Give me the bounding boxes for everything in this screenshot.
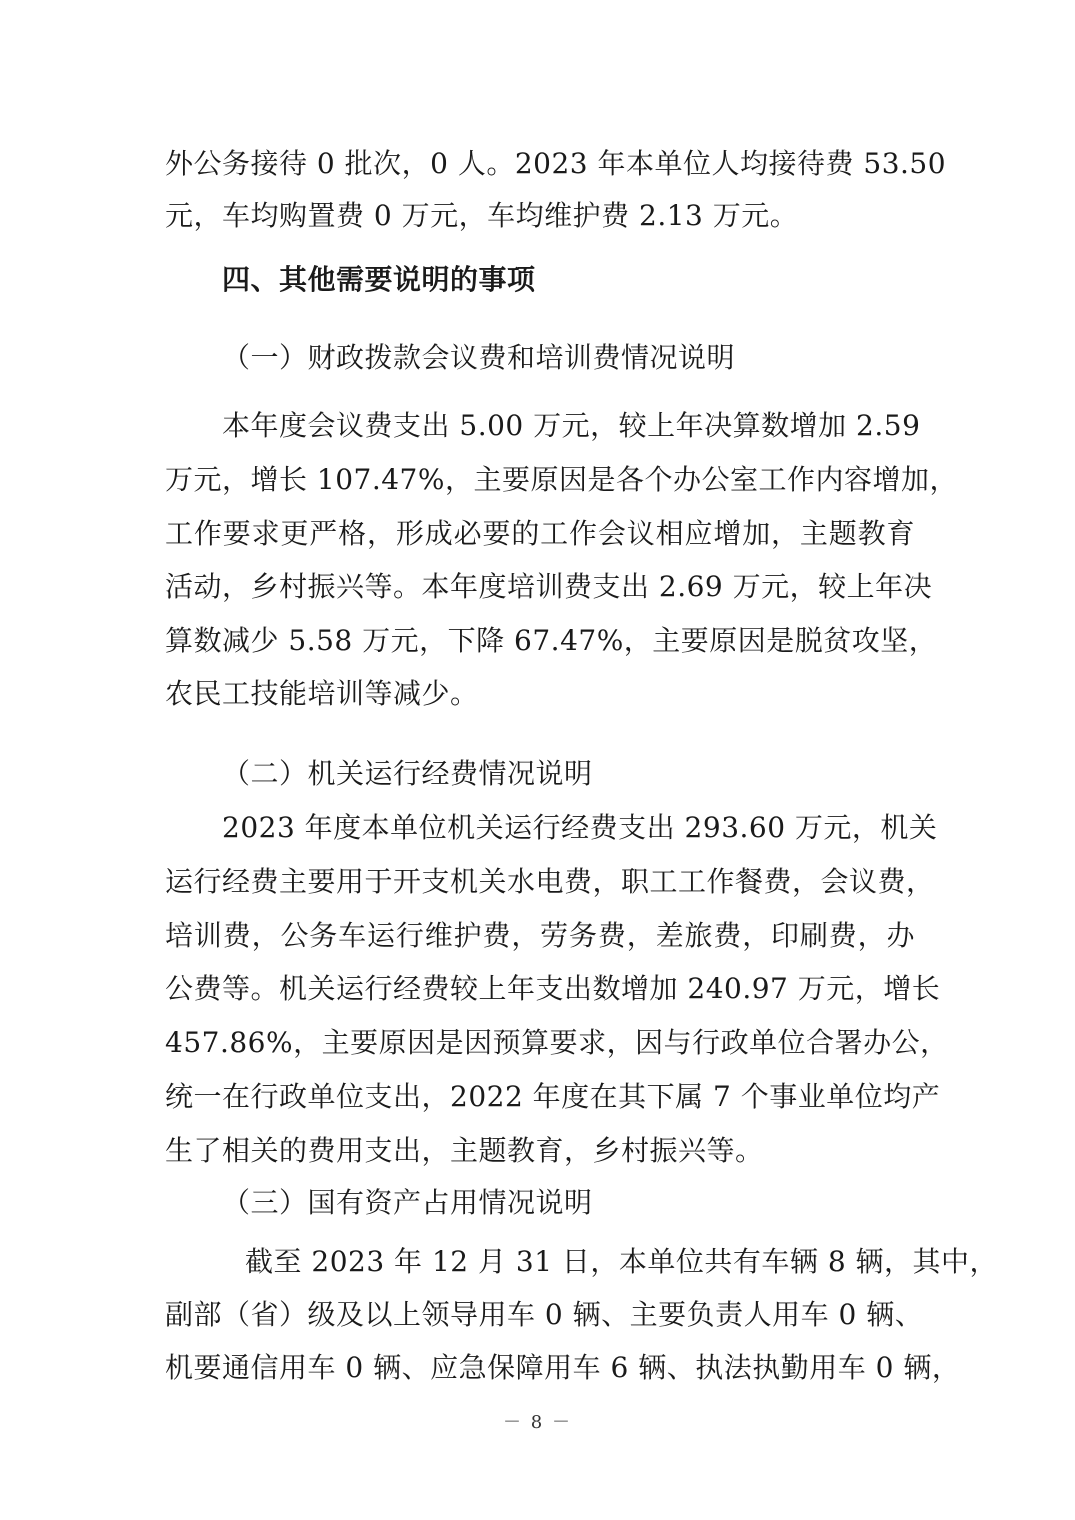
paragraph-line: 457.86%，主要原因是因预算要求，因与行政单位合署办公， xyxy=(165,1026,949,1059)
paragraph-line: 活动，乡村振兴等。本年度培训费支出 2.69 万元，较上年决 xyxy=(165,570,933,603)
paragraph-line: 截至 2023 年 12 月 31 日，本单位共有车辆 8 辆，其中， xyxy=(245,1245,999,1278)
subsection-heading: （三）国有资产占用情况说明 xyxy=(222,1186,593,1219)
paragraph-line: 外公务接待 0 批次，0 人。2023 年本单位人均接待费 53.50 xyxy=(165,147,947,180)
page-number: － 8 － xyxy=(503,1412,572,1433)
paragraph-line: 工作要求更严格，形成必要的工作会议相应增加，主题教育 xyxy=(165,517,915,550)
paragraph-line: 本年度会议费支出 5.00 万元，较上年决算数增加 2.59 xyxy=(222,409,921,442)
paragraph-line: 农民工技能培训等减少。 xyxy=(165,677,479,710)
paragraph-line: 元，车均购置费 0 万元，车均维护费 2.13 万元。 xyxy=(165,199,799,232)
subsection-heading: （二）机关运行经费情况说明 xyxy=(222,757,593,790)
section-heading: 四、其他需要说明的事项 xyxy=(222,263,536,296)
paragraph-line: 副部（省）级及以上领导用车 0 辆、主要负责人用车 0 辆、 xyxy=(165,1298,924,1331)
paragraph-line: 算数减少 5.58 万元，下降 67.47%，主要原因是脱贫攻坚， xyxy=(165,624,938,657)
paragraph-line: 培训费，公务车运行维护费，劳务费，差旅费，印刷费，办 xyxy=(165,919,915,952)
paragraph-line: 生了相关的费用支出，主题教育，乡村振兴等。 xyxy=(165,1134,764,1167)
paragraph-line: 2023 年度本单位机关运行经费支出 293.60 万元，机关 xyxy=(222,811,938,844)
paragraph-line: 运行经费主要用于开支机关水电费，职工工作餐费，会议费， xyxy=(165,865,935,898)
paragraph-line: 机要通信用车 0 辆、应急保障用车 6 辆、执法执勤用车 0 辆， xyxy=(165,1351,961,1384)
subsection-heading: （一）财政拨款会议费和培训费情况说明 xyxy=(222,341,736,374)
paragraph-line: 万元，增长 107.47%，主要原因是各个办公室工作内容增加， xyxy=(165,463,958,496)
paragraph-line: 公费等。机关运行经费较上年支出数增加 240.97 万元，增长 xyxy=(165,972,941,1005)
paragraph-line: 统一在行政单位支出，2022 年度在其下属 7 个事业单位均产 xyxy=(165,1080,941,1113)
